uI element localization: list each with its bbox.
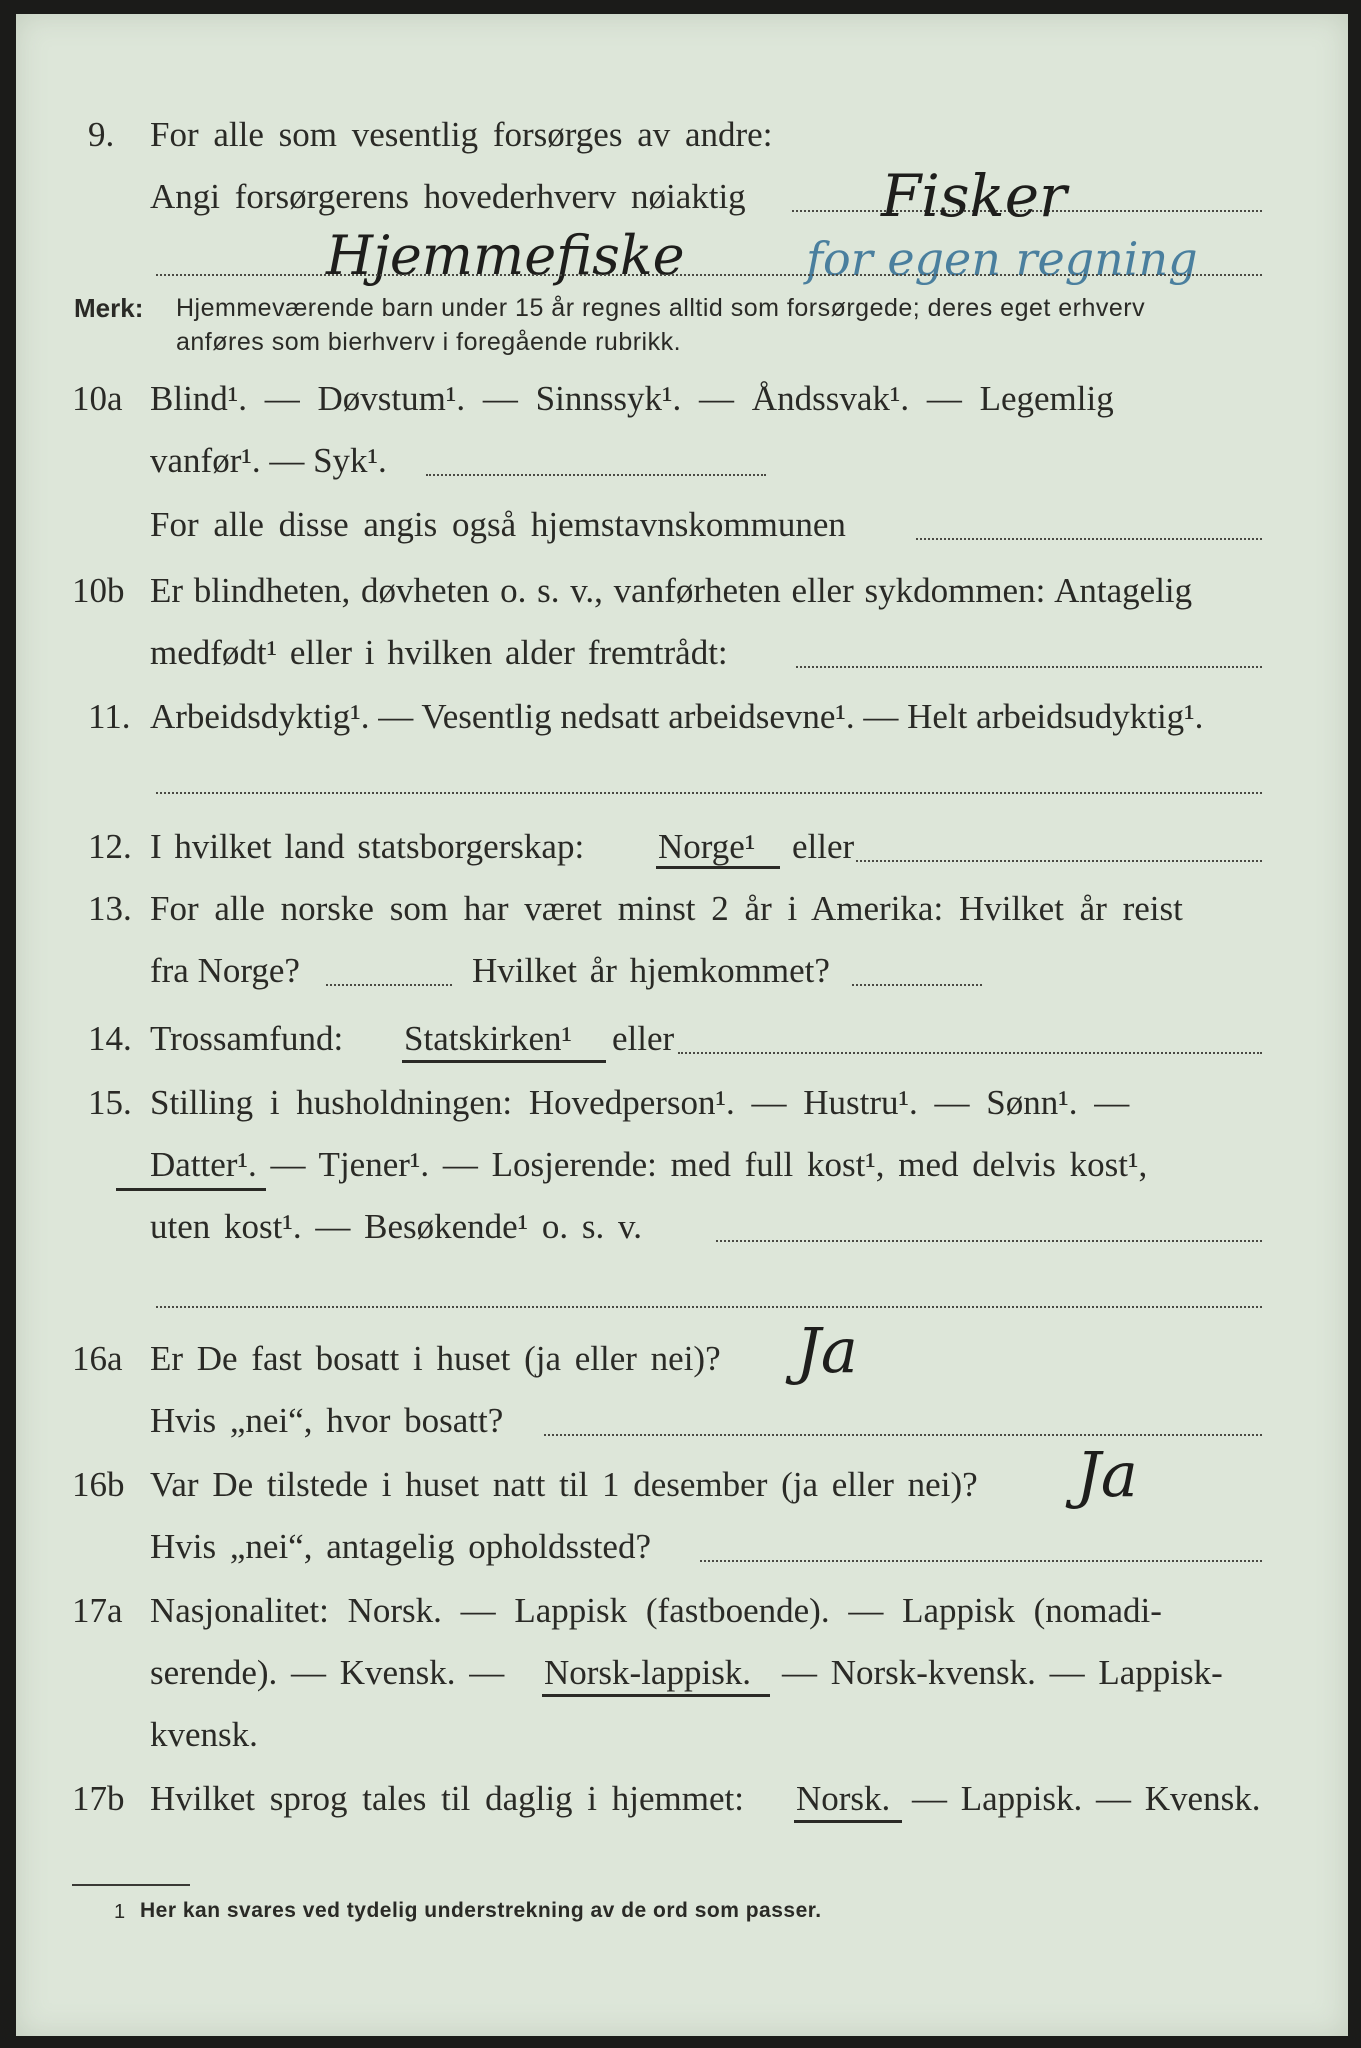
q13-answer-line1[interactable] bbox=[326, 982, 452, 986]
census-form-page bbox=[16, 14, 1348, 2036]
q16b-number: 16b bbox=[72, 1465, 125, 1504]
q14-option-statskirken: Statskirken¹ bbox=[404, 1019, 572, 1058]
q15-answer-line2[interactable] bbox=[156, 1304, 1262, 1308]
q14-number: 14. bbox=[88, 1019, 132, 1058]
q12-prompt: I hvilket land statsborgerskap: bbox=[150, 827, 585, 866]
q17a-number: 17a bbox=[72, 1591, 123, 1630]
q15-line1: Stilling i husholdningen: Hovedperson¹. — Hustru¹. — Sønn¹. — bbox=[150, 1083, 1130, 1122]
q16a-number: 16a bbox=[72, 1339, 123, 1378]
q16a-answer-line[interactable] bbox=[544, 1432, 1262, 1436]
q13-line1: For alle norske som har været minst 2 år i Amerika: Hvilket år reist bbox=[150, 889, 1183, 928]
q10a-answer-line1[interactable] bbox=[426, 472, 766, 476]
q9-number: 9. bbox=[88, 115, 115, 154]
q16a-line1: Er De fast bosatt i huset (ja eller nei)? bbox=[150, 1339, 721, 1378]
q17b-line1-c: — Lappisk. — Kvensk. bbox=[912, 1779, 1261, 1818]
q11-line1: Arbeidsdyktig¹. — Vesentlig nedsatt arbeidsevne¹. — Helt arbeidsudyktig¹. bbox=[150, 697, 1204, 736]
footnote-rule bbox=[72, 1884, 190, 1886]
q17a-line2-c: — Norsk-kvensk. — Lappisk- bbox=[782, 1653, 1223, 1692]
q13-number: 13. bbox=[88, 889, 132, 928]
footnote-marker: 1 bbox=[114, 1901, 126, 1923]
q9-handwritten-answer2-black: Hjemmefiske bbox=[326, 224, 685, 287]
merk-label: Merk: bbox=[74, 293, 144, 323]
merk-line1: Hjemmeværende barn under 15 år regnes alltid som forsørgede; deres eget erhverv bbox=[176, 294, 1146, 322]
q11-number: 11. bbox=[88, 697, 131, 736]
q13-line2-a: fra Norge? bbox=[150, 951, 300, 990]
q17a-line2-a: serende). — Kvensk. — bbox=[150, 1653, 505, 1692]
q15-answer-line1[interactable] bbox=[716, 1238, 1262, 1242]
q16a-line2: Hvis „nei“, hvor bosatt? bbox=[150, 1401, 504, 1440]
q9-prompt-line1: For alle som vesentlig forsørges av andre: bbox=[150, 115, 773, 154]
footnote-text: Her kan svares ved tydelig understrekning av de ord som passer. bbox=[140, 1899, 822, 1922]
q10b-number: 10b bbox=[72, 571, 125, 610]
q14-answer-line[interactable] bbox=[678, 1050, 1262, 1054]
q16b-handwritten-answer: Ja bbox=[1076, 1438, 1138, 1511]
q10a-number: 10a bbox=[72, 379, 123, 418]
q10a-line1: Blind¹. — Døvstum¹. — Sinnssyk¹. — Åndssvak¹. — Legemlig bbox=[150, 379, 1114, 418]
q9-handwritten-answer2-blue: for egen regning bbox=[806, 232, 1198, 286]
q17b-norsk-underline bbox=[794, 1820, 902, 1823]
q12-eller: eller bbox=[792, 827, 855, 866]
q9-handwritten-answer1: Fisker bbox=[881, 162, 1067, 230]
q10b-answer-line[interactable] bbox=[796, 664, 1262, 668]
q12-number: 12. bbox=[88, 827, 132, 866]
q16b-line2: Hvis „nei“, antagelig opholdssted? bbox=[150, 1527, 651, 1566]
q16b-answer-line[interactable] bbox=[700, 1558, 1262, 1562]
q10a-line3: For alle disse angis også hjemstavnskommunen bbox=[150, 505, 846, 544]
q13-answer-line2[interactable] bbox=[852, 982, 982, 986]
q17b-prompt: Hvilket sprog tales til daglig i hjemmet: bbox=[150, 1779, 744, 1818]
q9-answer-line2[interactable] bbox=[156, 272, 1262, 276]
q10a-answer-line2[interactable] bbox=[916, 536, 1262, 540]
q10b-line1: Er blindheten, døvheten o. s. v., vanførheten eller sykdommen: Antagelig bbox=[150, 571, 1193, 610]
q14-statskirken-underline bbox=[402, 1060, 606, 1063]
q17a-norsk-lappisk-underline bbox=[542, 1694, 770, 1697]
q11-answer-line[interactable] bbox=[156, 790, 1262, 794]
q10a-line2: vanfør¹. — Syk¹. bbox=[150, 441, 387, 480]
q15-line3: uten kost¹. — Besøkende¹ o. s. v. bbox=[150, 1207, 643, 1246]
q13-line2-b: Hvilket år hjemkommet? bbox=[472, 951, 830, 990]
q14-eller: eller bbox=[612, 1019, 675, 1058]
q17a-line1: Nasjonalitet: Norsk. — Lappisk (fastboende). — Lappisk (nomadi- bbox=[150, 1591, 1162, 1630]
q17b-option-norsk: Norsk. bbox=[796, 1779, 891, 1818]
q10b-line2: medfødt¹ eller i hvilken alder fremtrådt: bbox=[150, 633, 728, 672]
q12-answer-line[interactable] bbox=[856, 858, 1262, 862]
q16a-handwritten-answer: Ja bbox=[796, 1314, 858, 1387]
q9-prompt-line2: Angi forsørgerens hovederhverv nøiaktig bbox=[150, 177, 746, 216]
q15-datter-underline bbox=[116, 1188, 266, 1191]
q15-number: 15. bbox=[88, 1083, 132, 1122]
q17a-option-norsk-lappisk: Norsk-lappisk. bbox=[544, 1653, 752, 1692]
merk-line2: anføres som bierhverv i foregående rubrikk. bbox=[176, 328, 682, 356]
q12-norge-underline bbox=[656, 866, 780, 869]
q14-prompt: Trossamfund: bbox=[150, 1019, 344, 1058]
q15-line2: Datter¹. — Tjener¹. — Losjerende: med full kost¹, med delvis kost¹, bbox=[150, 1145, 1148, 1184]
q17a-line3: kvensk. bbox=[150, 1715, 258, 1754]
q12-option-norge: Norge¹ bbox=[658, 827, 756, 866]
q16b-line1: Var De tilstede i huset natt til 1 desember (ja eller nei)? bbox=[150, 1465, 978, 1504]
q17b-number: 17b bbox=[72, 1779, 125, 1818]
